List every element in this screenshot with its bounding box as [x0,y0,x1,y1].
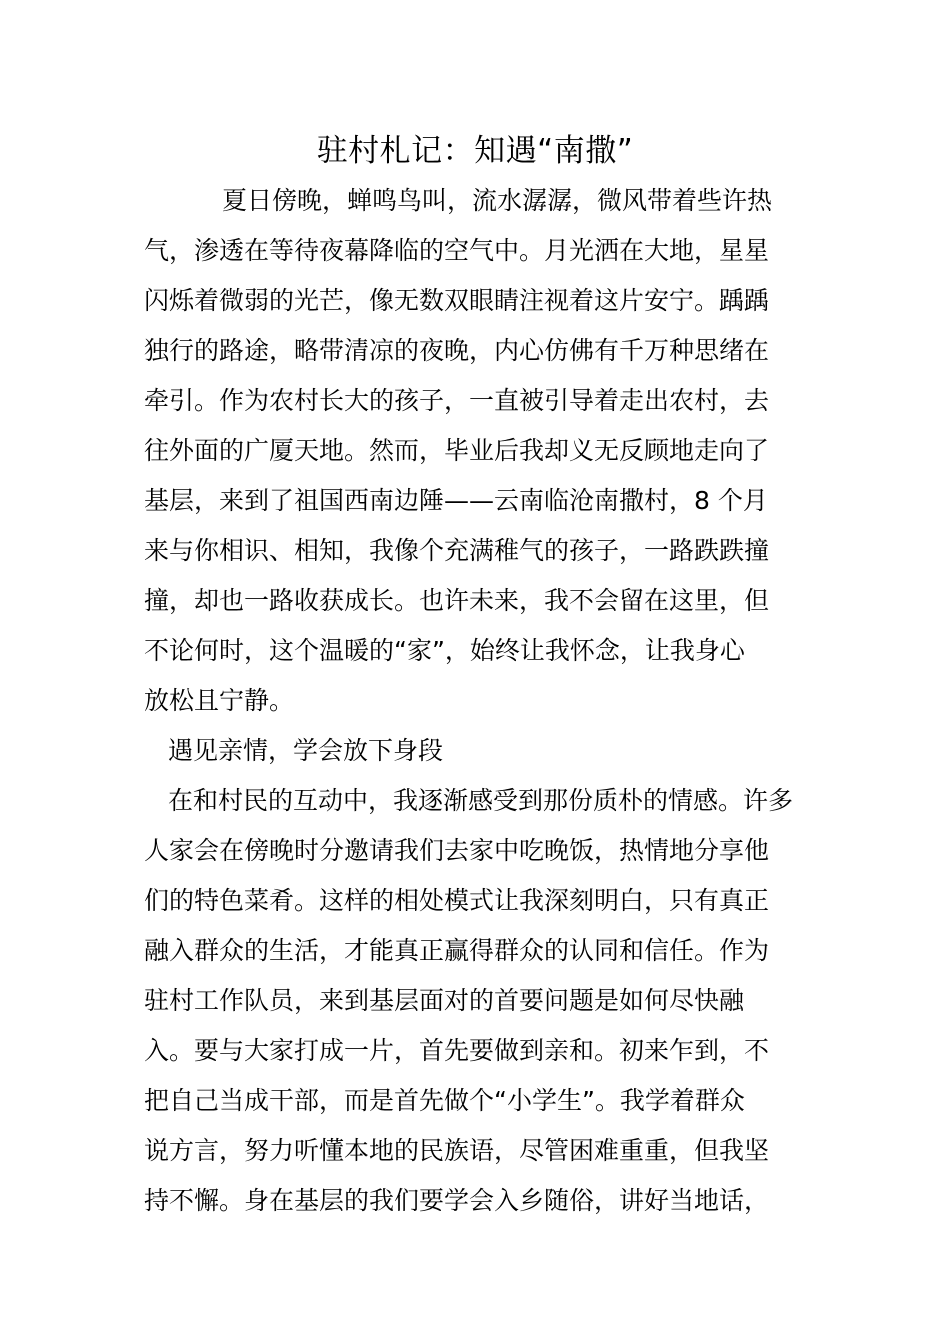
text-line: 驻村工作队员，来到基层面对的首要问题是如何尽快融 [144,986,745,1015]
text-line: 持不懈。身在基层的我们要学会入乡随俗，讲好当地话， [144,1186,770,1215]
text-line: 来与你相识、相知，我像个充满稚气的孩子，一路跌跌撞 [144,536,770,565]
text-line: 们的特色菜肴。这样的相处模式让我深刻明白，只有真正 [144,886,770,915]
section-heading: 遇见亲情，学会放下身段 [168,736,444,765]
text-line: 说方言，努力听懂本地的民族语，尽管困难重重，但我坚 [144,1136,770,1165]
text-line: 把自己当成干部，而是首先做个“小学生”。我学着群众 [144,1086,745,1115]
text-line: 气，渗透在等待夜幕降临的空气中。月光洒在大地，星星 [144,236,770,265]
document-title: 驻村札记：知遇“南撒” [316,133,634,169]
text-line: 夏日傍晚，蝉鸣鸟叫，流水潺潺，微风带着些许热 [222,186,773,215]
text-line: 独行的路途，略带清凉的夜晚，内心仿佛有千万种思绪在 [144,336,770,365]
text-line: 不论何时，这个温暖的“家”，始终让我怀念，让我身心 [144,636,745,665]
text-line: 入。要与大家打成一片，首先要做到亲和。初来乍到，不 [144,1036,770,1065]
text-line: 牵引。作为农村长大的孩子，一直被引导着走出农村，去 [144,386,770,415]
text-line: 融入群众的生活，才能真正赢得群众的认同和信任。作为 [144,936,770,965]
text-line: 基层，来到了祖国西南边陲——云南临沧南撒村，8 个月 [144,486,768,515]
text-line: 人家会在傍晚时分邀请我们去家中吃晚饭，热情地分享他 [144,836,770,865]
text-line: 在和村民的互动中，我逐渐感受到那份质朴的情感。许多 [168,786,794,815]
text-line: 往外面的广厦天地。然而，毕业后我却义无反顾地走向了 [144,436,770,465]
text-line: 放松且宁静。 [144,686,295,715]
text-line: 撞，却也一路收获成长。也许未来，我不会留在这里，但 [144,586,770,615]
text-line: 闪烁着微弱的光芒，像无数双眼睛注视着这片安宁。踽踽 [144,286,770,315]
